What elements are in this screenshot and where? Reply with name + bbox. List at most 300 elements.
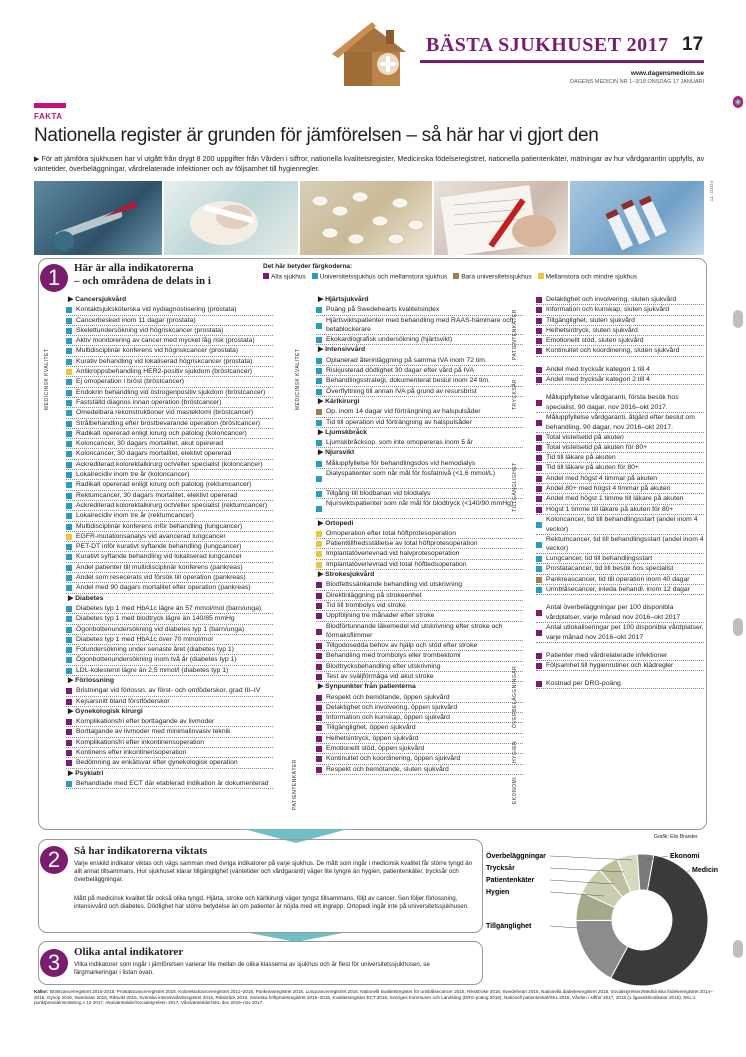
indicator-row xyxy=(66,573,273,583)
color-marker xyxy=(316,307,322,313)
color-marker xyxy=(66,410,72,416)
indicator-row xyxy=(316,549,523,559)
category-heading xyxy=(316,397,523,407)
indicator-label: Tillgodosedda behov av hjälp och stöd efter stroke xyxy=(326,642,478,650)
indicator-label: Tillgång till blodbanan vid blodialys xyxy=(326,489,431,497)
indicator-row xyxy=(536,316,704,326)
indicator-label: Kontinens efter inkontinensoperation xyxy=(76,749,187,757)
indicator-row xyxy=(316,713,523,723)
category-heading-label: Hjärtsjukvård xyxy=(325,296,369,303)
color-marker xyxy=(316,323,322,329)
indicator-label: Oplanerad återinläggning på samma IVA inom 72 tim. xyxy=(326,356,487,364)
indicator-row xyxy=(66,666,273,676)
indicator-label: Lokalrecidiv inom tre år (koloncancer) xyxy=(76,471,190,479)
indicator-row xyxy=(316,459,523,469)
indicator-row xyxy=(536,623,704,643)
vertical-label-overbelaggningar: ÖVERBELÄGGNINGAR xyxy=(512,665,518,728)
indicator-row xyxy=(66,552,273,562)
indicator-label: Ögonbottenundersökning inom två år (diabetes typ 1) xyxy=(76,656,237,664)
indicator-label: Total vistelsetid på akuten xyxy=(546,433,624,441)
section-number-3: 3 xyxy=(40,949,68,977)
indicator-row xyxy=(316,356,523,366)
indicator-label: Komplikationsfri efter borttagande av livmoder xyxy=(76,718,215,726)
color-marker xyxy=(66,359,72,365)
indicator-row xyxy=(316,366,523,376)
indicator-row xyxy=(66,686,273,696)
legend-item xyxy=(453,273,531,281)
slice-label-medicin: Medicin xyxy=(692,867,719,874)
indicator-row xyxy=(536,443,704,453)
indicator-row xyxy=(316,622,523,642)
color-marker xyxy=(66,451,72,457)
indicator-row xyxy=(316,529,523,539)
indicator-label: Test av sväljförmåga vid akut stroke xyxy=(326,672,434,680)
headline: Nationella register är grunden för jämförelsen – så här har vi gjort den xyxy=(34,125,599,146)
indicator-label: Kurativt syftande behandling vid lokaliserad lungcancer xyxy=(76,553,242,561)
color-marker xyxy=(536,542,542,548)
color-marker xyxy=(316,725,322,731)
indicator-label: Andel med trycksår kategori 1 till 4 xyxy=(546,365,650,373)
indicator-row xyxy=(536,336,704,346)
indicator-row xyxy=(316,387,523,397)
color-marker xyxy=(316,613,322,619)
section-tag-bar xyxy=(34,103,66,108)
indicator-row xyxy=(316,703,523,713)
indicator-row xyxy=(536,393,704,413)
vertical-label-hygien: HYGIEN xyxy=(512,740,518,763)
photo-credit: FOTO: TT xyxy=(709,181,714,202)
color-marker xyxy=(536,507,542,513)
color-marker xyxy=(536,663,542,669)
indicator-label: Lungcancer, tid till behandlingsstart xyxy=(546,555,653,563)
indicator-label: Helhetsintryck, sluten sjukvård xyxy=(546,326,638,334)
indicator-row xyxy=(536,679,704,689)
color-marker xyxy=(66,760,72,766)
color-marker xyxy=(66,647,72,653)
indicator-row xyxy=(536,564,704,574)
indicator-row xyxy=(66,779,273,789)
indicator-row xyxy=(536,505,704,515)
indicator-row xyxy=(66,727,273,737)
color-marker xyxy=(536,496,542,502)
category-heading xyxy=(316,448,523,458)
indicator-label: Fotundersökning under senaste året (diabetes typ 1) xyxy=(76,646,234,654)
indicator-row xyxy=(66,758,273,768)
photo-pills xyxy=(300,181,432,255)
color-marker xyxy=(66,729,72,735)
indicator-row xyxy=(316,305,523,315)
vertical-label-trycksar: TRYCKSÅR xyxy=(512,378,518,410)
indicator-label: Rektumcancer, tid till behandlingsstart (andel inom 4 veckor) xyxy=(546,535,704,553)
indicator-row xyxy=(316,489,523,499)
indicator-label: Koloncancer, 30 dagars mortalitet, elektivt opererad xyxy=(76,450,232,458)
category-heading xyxy=(66,676,273,686)
indicator-column-1 xyxy=(66,295,273,789)
section-tag: FAKTA xyxy=(34,112,63,121)
color-marker xyxy=(316,674,322,680)
category-heading-label: Intensivvård xyxy=(325,346,366,354)
indicator-row xyxy=(66,635,273,645)
section3-title: Olika antal indikatorer xyxy=(74,946,184,958)
indicator-row xyxy=(66,748,273,758)
binding-hole xyxy=(733,940,743,958)
indicator-column-3 xyxy=(536,295,704,689)
indicator-row xyxy=(66,449,273,459)
indicator-label: Uppföljning tre månader efter stroke xyxy=(326,612,435,620)
indicator-row xyxy=(536,554,704,564)
color-marker xyxy=(536,566,542,572)
color-marker xyxy=(536,445,542,451)
indicator-label: Andel med 90 dagars mortalitet efter operation (pankreas) xyxy=(76,584,251,592)
category-heading xyxy=(316,295,523,305)
indicator-row xyxy=(66,470,273,480)
category-heading-label: Psykiatri xyxy=(75,769,104,777)
indicator-label: Fastställd diagnos innan operation (bröstcancer) xyxy=(76,398,222,406)
indicator-row xyxy=(536,375,704,385)
indicator-row xyxy=(536,453,704,463)
color-marker xyxy=(66,575,72,581)
indicator-label: Behandling med trombolys eller trombektomi xyxy=(326,652,461,660)
indicator-row xyxy=(316,744,523,754)
indicator-row xyxy=(316,438,523,448)
slice-label-tillgänglighet: Tillgänglighet xyxy=(486,923,532,930)
indicator-row xyxy=(316,499,523,519)
color-marker xyxy=(536,455,542,461)
sources xyxy=(34,989,714,1006)
indicator-label: Njursviktspatienter som når mål för blodtryck (<140/90 mmHg) xyxy=(326,499,514,507)
color-marker xyxy=(66,750,72,756)
color-marker xyxy=(316,420,322,426)
indicator-label: LDL-kolesterol lägre än 2,5 mmol/l (diabetes typ 1) xyxy=(76,666,229,674)
slice-label-patientenkäter: Patientenkäter xyxy=(486,877,535,884)
color-marker xyxy=(536,587,542,593)
section2-paragraph-1: Varje enskild indikator viktas och vägs samman med övriga indikatorer på varje sjukhus. De mått som ingår i medicinsk kvalitet får större tyngd än allt annat tillsammans. Hur sjukhuset klarar tillgänglighet (väntetider och vårdgaranti) väger lite tyngre än hygien, patientenkäter, trycksår och överbeläggningar. xyxy=(74,860,473,884)
indicator-row xyxy=(66,346,273,356)
indicator-label: Tid till läkare på akuten xyxy=(546,454,616,462)
indicator-label: Antal utlokaliseringar per 100 disponibla vårdplatser, varje månad nov 2016–okt 2017 xyxy=(546,623,704,641)
indicator-label: Pankreascancer, tid till operation inom 40 dagar xyxy=(546,575,690,583)
legend-item xyxy=(263,273,306,281)
indicator-label: Strålbehandling efter bröstbevarande operation (bröstcancer) xyxy=(76,419,261,427)
section3-paragraph: Vilka indikatorer som ingår i jämförelsen varierar lite mellan de olika klasserna av sjukhus och är flest för universitetssjukhusen, se färgmarkeringar i listan ovan. xyxy=(74,961,430,977)
indicator-row xyxy=(536,413,704,433)
legend-swatch xyxy=(538,273,544,279)
indicator-row xyxy=(316,601,523,611)
category-heading xyxy=(66,594,273,604)
section2-paragraph-2: Mått på medicinsk kvalitet får också olika tyngd. Hjärta, stroke och kärlkirurgi väger tyngst tillsammans, följt av cancer. Sen följer förlossning, intensivvård och diabetes. Dödlighet har större betydelse än om patienter är nöjda med ett ingrepp. Ortopedi ingår inte på universitetssjukhusen. xyxy=(74,895,469,911)
indicator-label: Högst 1 timme till läkare på akuten för 80+ xyxy=(546,505,674,513)
indicator-label: Respekt och bemötande, sluten sjukvård xyxy=(326,765,449,773)
indicator-row xyxy=(66,357,273,367)
indicator-label: Aktiv monitorering av cancer med mycket låg risk (prostata) xyxy=(76,337,255,345)
indicator-label: Op. inom 14 dagar vid förträngning av halspulsåder xyxy=(326,408,481,416)
indicator-label: Tid till trombolys vid stroke xyxy=(326,601,406,609)
color-marker xyxy=(316,551,322,557)
indicator-row xyxy=(316,723,523,733)
group-spacer xyxy=(536,595,704,603)
indicator-row xyxy=(316,734,523,744)
color-marker xyxy=(316,506,322,512)
slice-label-ekonomi: Ekonomi xyxy=(670,853,700,860)
legend-swatch xyxy=(453,273,459,279)
indicator-label: Blodfettssänkande behandling vid utskrivning xyxy=(326,581,463,589)
indicator-label: Ekokardiografisk undersökning (hjärtsvikt) xyxy=(326,336,453,344)
color-marker xyxy=(66,544,72,550)
indicator-label: EGFR-mutationsanalys vid avancerad lungcancer xyxy=(76,532,226,540)
indicator-label: PET-DT inför kurativt syftande behandling (lungcancer) xyxy=(76,543,242,551)
indicator-row xyxy=(66,614,273,624)
indicator-row xyxy=(536,603,704,623)
indicator-label: Helhetsintryck, öppen sjukvård xyxy=(326,734,419,742)
color-marker xyxy=(316,358,322,364)
section-number-2: 2 xyxy=(40,846,68,874)
indicator-row xyxy=(536,484,704,494)
indicator-label: Information och kunskap, sluten sjukvård xyxy=(546,306,670,314)
indicator-label: Koloncancer, 30 dagars mortalitet, akut opererad xyxy=(76,440,223,448)
slice-label-överbeläggningar: Överbeläggningar xyxy=(486,853,546,860)
legend-items xyxy=(263,273,643,281)
indicator-label: Implantatöverlevnad vid total höftledsoperation xyxy=(326,560,467,568)
category-heading-label: Synpunkter från patienterna xyxy=(325,683,416,691)
color-marker xyxy=(66,328,72,334)
color-marker xyxy=(66,554,72,560)
color-marker xyxy=(316,767,322,773)
indicator-row xyxy=(536,585,704,595)
indicator-label: Diabetes typ 1 med HbA1c över 70 mmol/mol xyxy=(76,635,213,643)
indicator-label: Diabetes typ 1 med HbA1c lägre än 57 mmol/mol (barn/unga) xyxy=(76,604,262,612)
indicator-row xyxy=(316,335,523,345)
indicator-label: Hjärtsviktspatienter med behandling med RAAS-hämmare och betablockerare xyxy=(326,316,514,334)
color-marker xyxy=(66,493,72,499)
indicator-row xyxy=(316,316,523,336)
indicator-label: Andel patienter till multidisciplinär konferens (pankreas) xyxy=(76,563,243,571)
indicator-label: Kontinuitet och koordinering, öppen sjukvård xyxy=(326,755,461,763)
vertical-label-patientenkater-2: PATIENTENKÄTER xyxy=(512,309,518,360)
indicator-label: Måluppfyllelse för behandlingsdos vid hemodialys xyxy=(326,459,476,467)
category-heading-label: Ljumskbråck xyxy=(325,428,368,436)
color-marker xyxy=(66,565,72,571)
color-marker xyxy=(66,719,72,725)
indicator-row xyxy=(66,439,273,449)
color-marker xyxy=(66,781,72,787)
category-heading-label: Diabetes xyxy=(75,594,104,602)
masthead-rule xyxy=(420,60,704,63)
indicator-row xyxy=(66,583,273,593)
indicator-label: Prostatacancer, tid till besök hos specialist xyxy=(546,565,674,573)
legend-swatch xyxy=(312,273,318,279)
indicator-row xyxy=(536,535,704,555)
indicator-row xyxy=(66,625,273,635)
indicator-row xyxy=(316,651,523,661)
group-spacer xyxy=(536,357,704,365)
category-heading-label: Strokesjukvård xyxy=(325,571,375,579)
indicator-row xyxy=(316,376,523,386)
color-marker xyxy=(536,318,542,324)
color-marker xyxy=(66,657,72,663)
indicator-label: Urinblåsecancer, inleda behandl. inom 12 dagar xyxy=(546,586,690,594)
photo-bandage xyxy=(164,181,298,255)
color-marker xyxy=(66,688,72,694)
indicator-row xyxy=(66,408,273,418)
indicator-row xyxy=(66,336,273,346)
color-marker xyxy=(536,556,542,562)
indicator-label: Överflyttning till annan IVA på grund av resursbrist xyxy=(326,387,477,395)
indicator-row xyxy=(66,460,273,470)
category-heading-label: Förlossning xyxy=(75,676,115,684)
group-spacer xyxy=(536,385,704,393)
indicator-label: Direktinläggning på strokeenhet xyxy=(326,591,422,599)
legend-label: Alla sjukhus xyxy=(271,273,306,281)
indicator-row xyxy=(316,641,523,651)
color-marker xyxy=(66,379,72,385)
indicator-label: Bristningar vid förlossn. av först- och omföderskor, grad III–IV xyxy=(76,687,261,695)
color-marker xyxy=(536,630,542,636)
photo-writing xyxy=(434,181,568,255)
indicator-label: Diabetes typ 1 med blodtryck lägre än 140/85 mmHg xyxy=(76,615,235,623)
category-heading-label: Ortopedi xyxy=(325,519,354,527)
color-marker xyxy=(316,653,322,659)
category-heading xyxy=(66,707,273,717)
masthead-issue: DAGENS MEDICIN NR 1–3/18 ONSDAG 17 JANUARI xyxy=(570,79,704,85)
indicator-label: Antal överbeläggningar per 100 disponibla vårdplatser, varje månad nov 2016–okt 2017 xyxy=(546,604,681,621)
indicator-row xyxy=(66,305,273,315)
graphic-credit: Grafik: Elin Brander xyxy=(654,834,698,840)
color-marker xyxy=(66,616,72,622)
indicator-label: Tillgänglighet, sluten sjukvård xyxy=(546,316,635,324)
indicator-label: Ljumskbråcksop. som inte omopereras inom 5 år xyxy=(326,439,473,447)
color-marker xyxy=(66,441,72,447)
color-marker xyxy=(316,715,322,721)
indicator-row xyxy=(66,419,273,429)
slice-label-trycksår: Trycksår xyxy=(486,865,515,872)
color-marker xyxy=(66,503,72,509)
indicator-row xyxy=(66,491,273,501)
indicator-row xyxy=(536,474,704,484)
color-marker xyxy=(536,476,542,482)
indicator-label: Total vistelsetid på akuten för 80+ xyxy=(546,443,648,451)
indicator-label: Lokalrecidiv inom tre år (rektumcancer) xyxy=(76,512,194,520)
indicator-row xyxy=(316,693,523,703)
indicator-row xyxy=(66,501,273,511)
legend-label: Universitetssjukhus och mellanstora sjukhus xyxy=(319,273,448,281)
indicator-row xyxy=(66,367,273,377)
color-marker xyxy=(316,695,322,701)
color-marker xyxy=(316,664,322,670)
indicator-label: Information och kunskap, öppen sjukvård xyxy=(326,714,450,722)
indicator-row xyxy=(536,515,704,535)
color-marker xyxy=(536,522,542,528)
category-heading-label: Cancersjukvård xyxy=(75,296,127,303)
color-marker xyxy=(536,465,542,471)
indicator-row xyxy=(536,661,704,671)
indicator-label: Andel som resecerats vid försök till operation (pankreas) xyxy=(76,574,246,582)
color-marker xyxy=(66,462,72,468)
indicator-label: Patienter med vårdrelaterade infektioner xyxy=(546,651,668,659)
indicator-row xyxy=(316,672,523,682)
indicator-row xyxy=(316,765,523,775)
color-marker xyxy=(316,629,322,635)
indicator-label: Kurativ behandling vid lokaliserad högriskcancer (prostata) xyxy=(76,357,253,365)
color-marker xyxy=(66,369,72,375)
indicator-label: Implantatöverlevnad vid halvprotesoperation xyxy=(326,550,460,558)
color-marker xyxy=(316,368,322,374)
color-marker xyxy=(66,390,72,396)
color-marker xyxy=(66,318,72,324)
indicator-label: Blodförtunnande läkemedel vid utskrivning efter stroke och förmaksflimmer xyxy=(326,622,503,640)
indicator-row xyxy=(66,645,273,655)
slice-leader-line xyxy=(550,926,578,928)
color-marker xyxy=(66,472,72,478)
indicator-row xyxy=(316,662,523,672)
color-registration-mark xyxy=(733,96,743,108)
indicator-label: Andel med högst 4 timmar på akuten xyxy=(546,474,658,482)
indicator-row xyxy=(66,511,273,521)
indicator-row xyxy=(536,305,704,315)
color-marker xyxy=(316,593,322,599)
indicator-label: Riskjusterad dödlighet 30 dagar efter vård på IVA xyxy=(326,367,474,375)
color-marker xyxy=(536,653,542,659)
indicator-label: Tid till operation vid förträngning av halspulsåder xyxy=(326,418,472,426)
color-marker xyxy=(316,409,322,415)
color-marker xyxy=(66,482,72,488)
color-marker xyxy=(316,378,322,384)
legend-label: Mellanstora och mindre sjukhus xyxy=(545,273,638,281)
legend-item xyxy=(538,273,637,281)
photo-surgery xyxy=(34,181,162,255)
color-marker xyxy=(536,367,542,373)
vertical-label-ekonomi: EKONOMI xyxy=(512,776,518,804)
indicator-label: Ej omoperation i bröst (bröstcancer) xyxy=(76,378,185,386)
indicator-row xyxy=(66,316,273,326)
color-marker xyxy=(66,740,72,746)
vertical-label-medicinsk-kvalitet: MEDICINSK KVALITET xyxy=(44,348,50,410)
color-marker xyxy=(316,705,322,711)
weight-donut-chart xyxy=(486,842,719,988)
group-spacer xyxy=(536,671,704,679)
section1-title-line1: Här är alla indikatorerna xyxy=(74,262,194,274)
color-marker xyxy=(536,377,542,383)
indicator-row xyxy=(536,463,704,473)
indicator-label: Koloncancer, tid till behandlingsstart (andel inom 4 veckor) xyxy=(546,515,698,533)
indicator-label: Patienttillfredsställelse av total höftprotesoperation xyxy=(326,540,478,548)
indicator-label: Behandlingsstrategi, dokumenterat beslut inom 24 tim. xyxy=(326,377,490,385)
indicator-label: Multidisciplinär konferens vid högriskcancer (prostata) xyxy=(76,347,239,355)
category-heading xyxy=(316,519,523,529)
indicator-row xyxy=(66,429,273,439)
color-marker xyxy=(66,627,72,633)
indicator-label: Tillgänglighet, öppen sjukvård xyxy=(326,724,416,732)
indicator-row xyxy=(536,651,704,661)
indicator-row xyxy=(316,611,523,621)
indicator-label: Endokrin behandling vid östrogenpositiv sjukdom (bröstcancer) xyxy=(76,388,266,396)
category-heading xyxy=(66,769,273,779)
binding-hole xyxy=(733,618,743,636)
color-marker xyxy=(66,400,72,406)
legend-item xyxy=(312,273,448,281)
indicator-label: Rektumcancer, 30 dagars mortalitet, elektivt opererad xyxy=(76,491,238,499)
color-marker xyxy=(316,746,322,752)
color-marker xyxy=(66,637,72,643)
indicator-label: Emotionellt stöd, öppen sjukvård xyxy=(326,745,425,753)
section-number-1: 1 xyxy=(40,264,68,292)
indicator-row xyxy=(66,563,273,573)
indicator-label: Andel med trycksår kategori 2 till 4 xyxy=(546,376,650,384)
indicator-label: Cancerbesked inom 11 dagar (prostata) xyxy=(76,316,196,324)
category-heading-label: Kärlkirurgi xyxy=(325,397,360,405)
category-heading xyxy=(316,682,523,692)
indicator-row xyxy=(536,326,704,336)
indicator-row xyxy=(66,717,273,727)
